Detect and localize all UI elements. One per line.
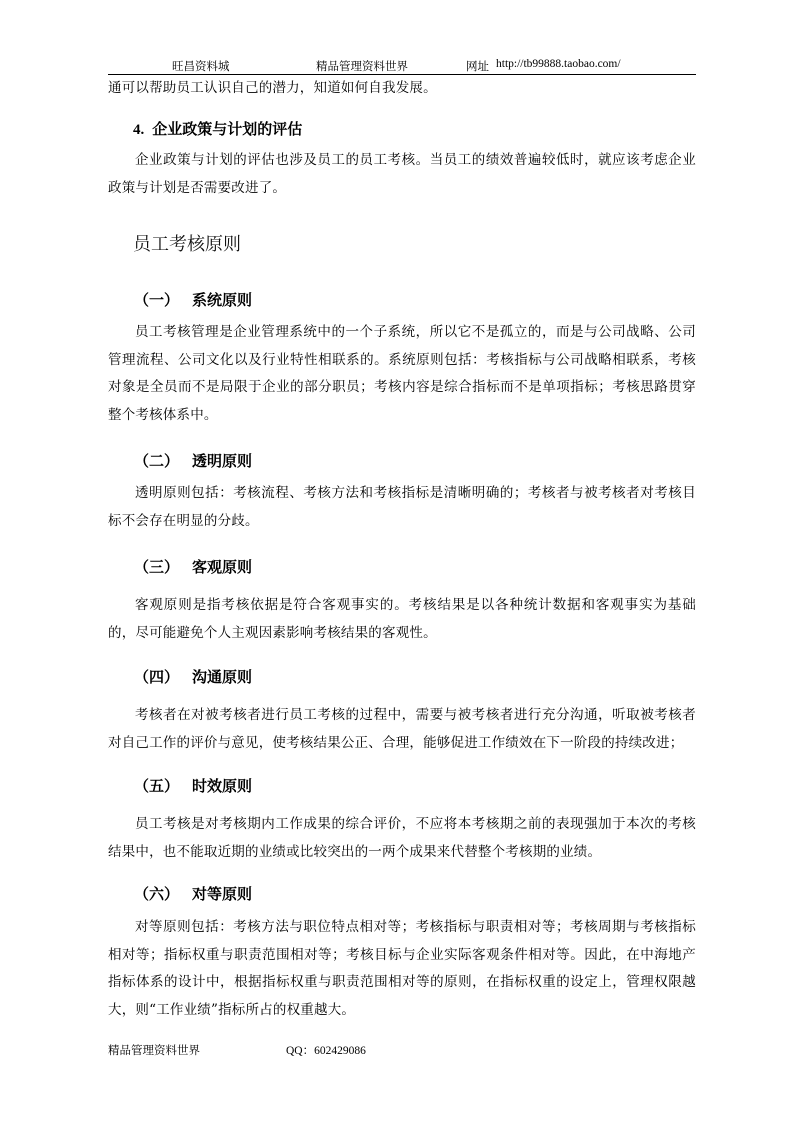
section-4-heading: [133, 118, 302, 139]
principle-title: 客观原则: [192, 558, 253, 576]
principle-paragraph-equivalence: [108, 914, 696, 1024]
paragraph-text: 透明原则包括：考核流程、考核方法和考核指标是清晰明确的；考核者与被考核者对考核目标不会存在明显的分歧。: [108, 485, 696, 529]
principles-heading: 员工考核原则: [133, 234, 241, 255]
principle-title: 对等原则: [192, 885, 253, 903]
paragraph-text: 客观原则是指考核依据是符合客观事实的。考核结果是以各种统计数据和客观事实为基础的，尽可能避免个人主观因素影响考核结果的客观性。: [108, 597, 696, 641]
footer-qq: QQ：602429086: [286, 1045, 366, 1057]
principle-index: （二）: [134, 452, 180, 470]
principle-paragraph-timeliness: [108, 811, 696, 866]
principle-paragraph-system: [108, 319, 696, 429]
principle-heading-system: [134, 289, 252, 310]
principle-heading-objectivity: [134, 556, 252, 577]
principle-title: 透明原则: [192, 452, 253, 470]
principle-index: （四）: [134, 668, 180, 686]
principle-paragraph-communication: [108, 702, 696, 757]
header-url-link[interactable]: http://tb99888.taobao.com/: [496, 58, 621, 70]
section-4-paragraph: [108, 147, 696, 202]
principle-heading-communication: [134, 666, 252, 687]
principle-paragraph-objectivity: [108, 592, 696, 647]
footer-site-name: 精品管理资料世界: [108, 1043, 200, 1057]
header-site-name: 精品管理资料世界: [316, 59, 408, 73]
header-url-label: 网址: [466, 59, 489, 73]
principle-title: 时效原则: [192, 777, 253, 795]
section-4-title: 企业政策与计划的评估: [152, 120, 303, 138]
principle-heading-timeliness: [134, 775, 252, 796]
principle-heading-transparency: [134, 450, 252, 471]
principle-title: 沟通原则: [192, 668, 253, 686]
principle-title: 系统原则: [192, 291, 253, 309]
page-header: [108, 56, 696, 75]
principle-heading-equivalence: [134, 883, 252, 904]
paragraph-text: 企业政策与计划的评估也涉及员工的员工考核。当员工的绩效普遍较低时，就应该考虑企业政策与计划是否需要改进了。: [108, 152, 696, 196]
principle-paragraph-transparency: [108, 480, 696, 535]
section-4-number: 4.: [133, 122, 145, 138]
principle-index: （六）: [134, 885, 180, 903]
paragraph-text: 员工考核是对考核期内工作成果的综合评价，不应将本考核期之前的表现强加于本次的考核结果中，也不能取近期的业绩或比较突出的一两个成果来代替整个考核期的业绩。: [108, 816, 696, 860]
principle-index: （五）: [134, 777, 180, 795]
principle-index: （一）: [134, 291, 180, 309]
paragraph-text: 员工考核管理是企业管理系统中的一个子系统，所以它不是孤立的，而是与公司战略、公司管理流程、公司文化以及行业特性相联系的。系统原则包括：考核指标与公司战略相联系，考核对象是全员而不是局限于企业的部分职员；考核内容是综合指标而不是单项指标；考核思路贯穿整个考核体系中。: [108, 324, 696, 423]
header-shop-name: 旺昌资料城: [172, 59, 230, 73]
intro-line: 通可以帮助员工认识自己的潜力，知道如何自我发展。: [108, 80, 437, 96]
paragraph-text: 对等原则包括：考核方法与职位特点相对等；考核指标与职责相对等；考核周期与考核指标相对等；指标权重与职责范围相对等；考核目标与企业实际客观条件相对等。因此，在中海地产指标体系的设计中，根据指标权重与职责范围相对等的原则，在指标权重的设定上，管理权限越大，则“工作业绩”指标所占的权重越大。: [108, 919, 696, 1018]
intro-continued-text: [108, 75, 696, 103]
principle-index: （三）: [134, 558, 180, 576]
paragraph-text: 考核者在对被考核者进行员工考核的过程中，需要与被考核者进行充分沟通，听取被考核者对自己工作的评价与意见，使考核结果公正、合理，能够促进工作绩效在下一阶段的持续改进；: [108, 707, 696, 751]
